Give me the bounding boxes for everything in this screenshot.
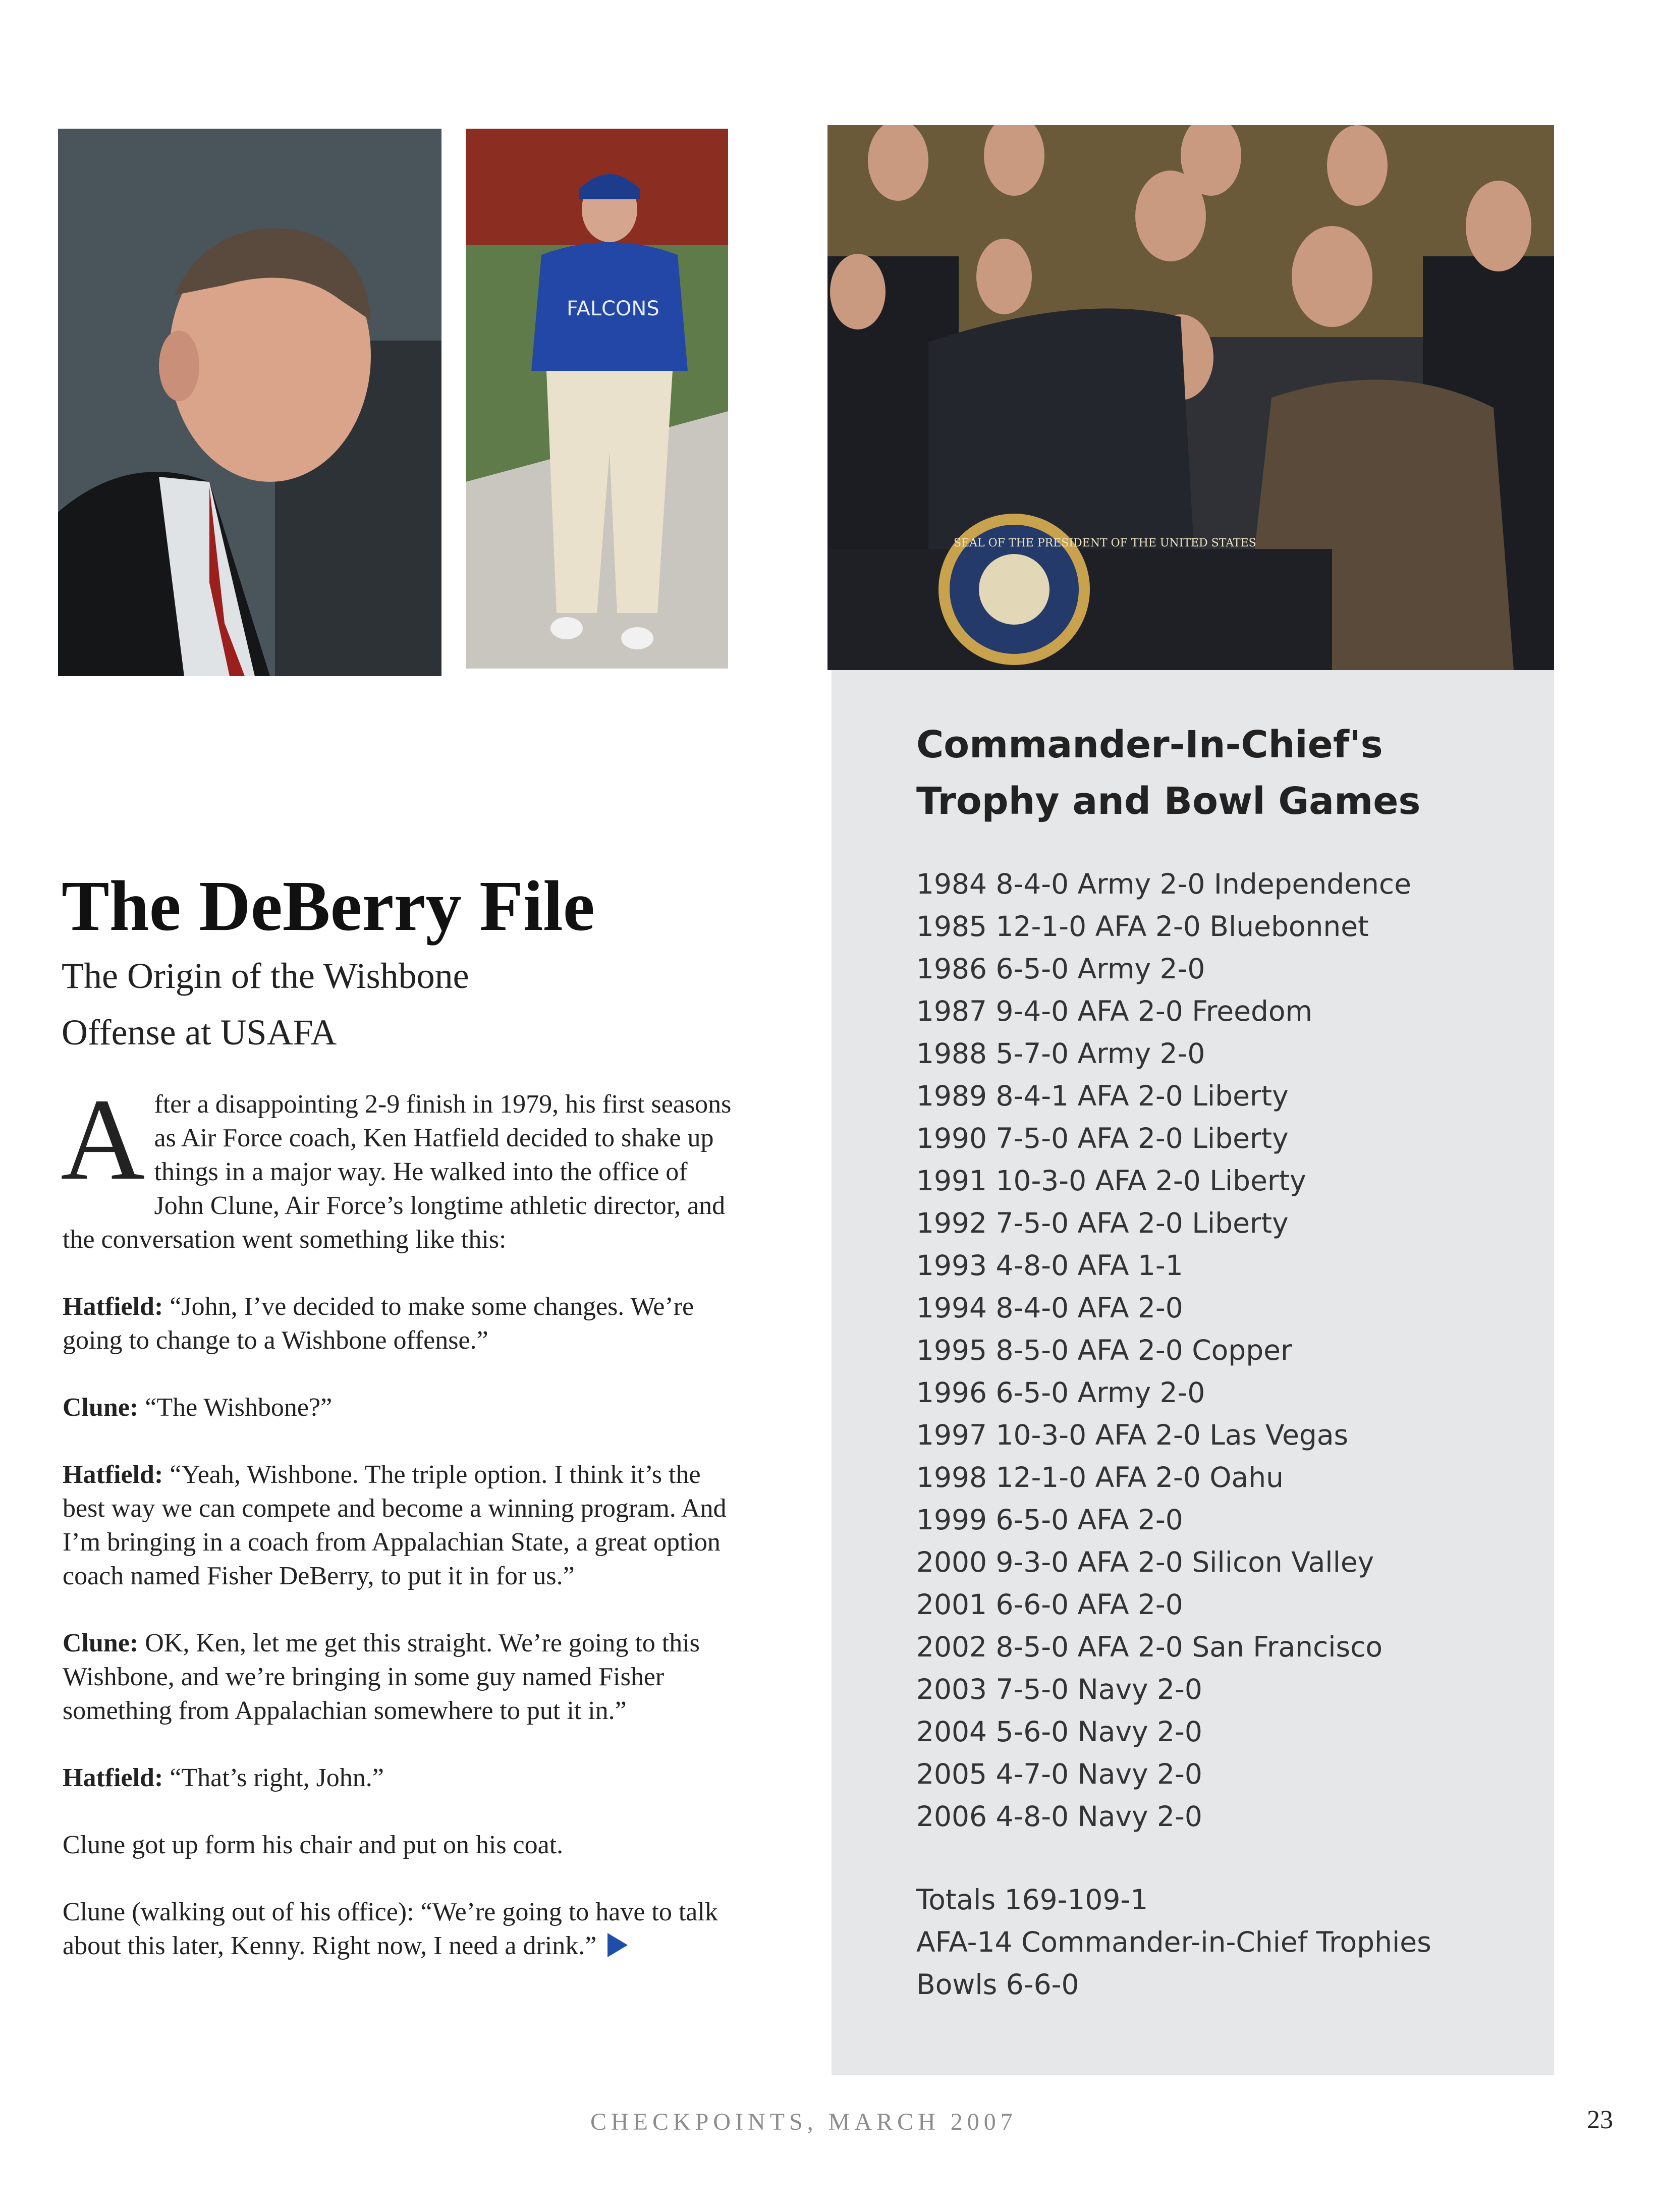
totals-list xyxy=(916,1878,1522,2006)
dialogue-line xyxy=(63,1458,734,1593)
season-record-row: 1998 12-1-0 AFA 2-0 Oahu xyxy=(916,1461,1284,1494)
season-record-list xyxy=(916,863,1522,1838)
season-record-row: 1988 5-7-0 Army 2-0 xyxy=(916,1037,1205,1070)
season-record-row: 1995 8-5-0 AFA 2-0 Copper xyxy=(916,1334,1292,1366)
closing-paragraph-2 xyxy=(63,1895,734,1963)
season-record-row: 1987 9-4-0 AFA 2-0 Freedom xyxy=(916,995,1313,1027)
season-record-row: 1990 7-5-0 AFA 2-0 Liberty xyxy=(916,1122,1289,1154)
sidebar-title-line-2: Trophy and Bowl Games xyxy=(916,780,1421,823)
coach-portrait-photo xyxy=(58,129,441,676)
totals-row: Bowls 6-6-0 xyxy=(916,1968,1079,2001)
season-record-row: 1993 4-8-0 AFA 1-1 xyxy=(916,1249,1183,1282)
presidential-ceremony-photo xyxy=(827,125,1554,670)
season-record-row: 1996 6-5-0 Army 2-0 xyxy=(916,1376,1205,1409)
page-number: 23 xyxy=(1587,2106,1613,2134)
season-record-row: 1985 12-1-0 AFA 2-0 Bluebonnet xyxy=(916,910,1369,943)
dialogue-speaker: Hatfield: xyxy=(63,1763,163,1792)
dialogue-text: “The Wishbone?” xyxy=(138,1393,333,1422)
article-subhead-line-2: Offense at USAFA xyxy=(62,1012,337,1053)
dialogue-line xyxy=(63,1290,734,1357)
dialogue-speaker: Hatfield: xyxy=(63,1460,163,1489)
season-record-row: 2002 8-5-0 AFA 2-0 San Francisco xyxy=(916,1631,1383,1663)
sidebar-title xyxy=(916,716,1522,830)
season-record-row: 2005 4-7-0 Navy 2-0 xyxy=(916,1758,1202,1790)
end-of-story-triangle-icon xyxy=(607,1933,628,1957)
sidebar-title-line-1: Commander-In-Chief's xyxy=(916,723,1383,766)
season-record-row: 1994 8-4-0 AFA 2-0 xyxy=(916,1292,1183,1324)
intro-text: fter a disappointing 2-9 finish in 1979, his first seasons as Air Force coach, Ken Hatfield decided to shake up things in a major way. He walked into the office of John Clune, Air Force’s longtime athletic director, and the conversation went something like this: xyxy=(63,1090,732,1254)
dialogue-line xyxy=(63,1761,734,1795)
article-headline: The DeBerry File xyxy=(62,866,595,946)
dialogue-line xyxy=(63,1626,734,1728)
dialogue-text: “John, I’ve decided to make some changes. We’re going to change to a Wishbone offense.” xyxy=(63,1292,694,1355)
dialogue-line xyxy=(63,1391,734,1424)
presidential-seal-text: SEAL OF THE PRESIDENT OF THE UNITED STATES xyxy=(954,537,1256,549)
season-record-row: 1986 6-5-0 Army 2-0 xyxy=(916,953,1205,985)
season-record-row: 2006 4-8-0 Navy 2-0 xyxy=(916,1800,1202,1833)
season-record-row: 2000 9-3-0 AFA 2-0 Silicon Valley xyxy=(916,1546,1374,1578)
drop-cap: A xyxy=(61,1075,145,1204)
closing-paragraph-1: Clune got up form his chair and put on his coat. xyxy=(63,1831,564,1859)
season-record-row: 1984 8-4-0 Army 2-0 Independence xyxy=(916,868,1411,900)
dialogue-text: “That’s right, John.” xyxy=(163,1763,384,1792)
article-body xyxy=(61,1075,734,1996)
dialogue-speaker: Hatfield: xyxy=(63,1292,163,1321)
dialogue-text: OK, Ken, let me get this straight. We’re going to this Wishbone, and we’re bringing in some guy named Fisher something from Appalachian somewhere to put it in.” xyxy=(63,1629,700,1725)
season-record-row: 1999 6-5-0 AFA 2-0 xyxy=(916,1504,1183,1536)
totals-row: AFA-14 Commander-in-Chief Trophies xyxy=(916,1926,1431,1958)
season-record-row: 1991 10-3-0 AFA 2-0 Liberty xyxy=(916,1165,1306,1197)
article-subhead xyxy=(62,948,667,1061)
dialogue-speaker: Clune: xyxy=(63,1629,139,1657)
season-record-row: 2004 5-6-0 Navy 2-0 xyxy=(916,1716,1202,1748)
season-record-row: 1992 7-5-0 AFA 2-0 Liberty xyxy=(916,1207,1289,1239)
falcons-jacket-text: FALCONS xyxy=(567,297,659,320)
season-record-row: 2003 7-5-0 Navy 2-0 xyxy=(916,1673,1202,1705)
article-subhead-line-1: The Origin of the Wishbone xyxy=(62,956,469,996)
publication-footer: CHECKPOINTS, MARCH 2007 xyxy=(590,2109,1017,2135)
dialogue-speaker: Clune: xyxy=(63,1393,139,1422)
dialogue-text: “Yeah, Wishbone. The triple option. I think it’s the best way we can compete and become a winning program. And I’m bringing in a coach from Appalachian State, a great option coach named Fisher DeBerry, to put it in for us.” xyxy=(63,1460,727,1590)
sideline-coach-photo xyxy=(466,129,728,669)
season-record-row: 2001 6-6-0 AFA 2-0 xyxy=(916,1588,1183,1621)
closing-text: Clune (walking out of his office): “We’re going to have to talk about this later, Kenny. Right now, I need a drink.” xyxy=(63,1898,718,1960)
dialogue-section xyxy=(63,1290,734,1795)
intro-paragraph xyxy=(61,1075,734,1256)
season-record-row: 1989 8-4-1 AFA 2-0 Liberty xyxy=(916,1080,1289,1112)
season-record-row: 1997 10-3-0 AFA 2-0 Las Vegas xyxy=(916,1419,1349,1451)
totals-row: Totals 169-109-1 xyxy=(916,1884,1148,1916)
trophy-bowl-sidebar xyxy=(832,670,1554,2075)
